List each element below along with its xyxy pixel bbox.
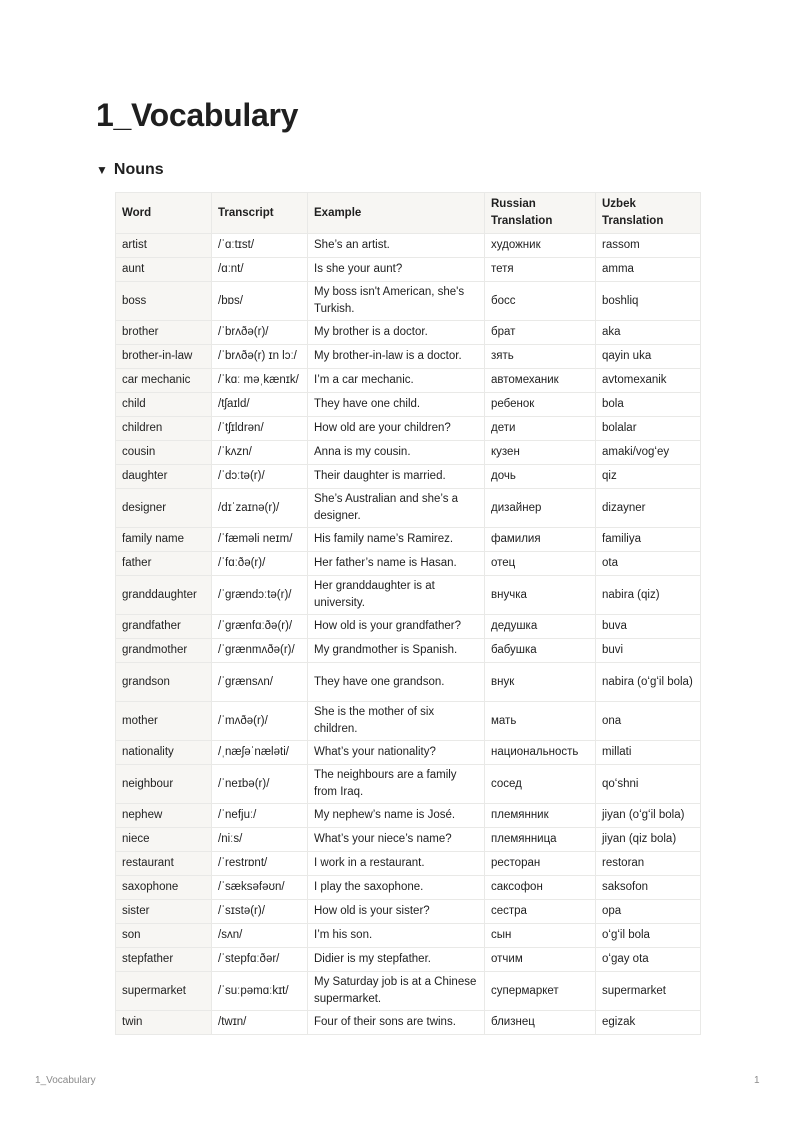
cell-example: How old is your sister? [308, 900, 485, 924]
cell-russian: дедушка [485, 615, 596, 639]
cell-word: father [116, 552, 212, 576]
table-row [116, 441, 701, 465]
footer-document-name: 1_Vocabulary [35, 1075, 96, 1086]
table-row [116, 702, 701, 741]
cell-russian: саксофон [485, 876, 596, 900]
cell-transcript: /ˈmʌðə(r)/ [212, 702, 308, 741]
cell-uzbek: amma [596, 258, 701, 282]
section-toggle-nouns[interactable] [96, 158, 164, 182]
cell-transcript: /ˈkʌzn/ [212, 441, 308, 465]
cell-word: stepfather [116, 948, 212, 972]
cell-transcript: /ˈtʃɪldrən/ [212, 417, 308, 441]
cell-uzbek: nabira (oʻgʻil bola) [596, 663, 701, 702]
cell-example: My boss isn't American, she's Turkish. [308, 282, 485, 321]
cell-word: nationality [116, 741, 212, 765]
cell-example: The neighbours are a family from Iraq. [308, 765, 485, 804]
cell-word: boss [116, 282, 212, 321]
cell-russian: фамилия [485, 528, 596, 552]
table-row [116, 948, 701, 972]
cell-uzbek: qiz [596, 465, 701, 489]
cell-uzbek: bolalar [596, 417, 701, 441]
table-row [116, 741, 701, 765]
cell-uzbek: avtomexanik [596, 369, 701, 393]
cell-transcript: /ˈstepfɑːðər/ [212, 948, 308, 972]
cell-transcript: /sʌn/ [212, 924, 308, 948]
cell-example: Didier is my stepfather. [308, 948, 485, 972]
cell-word: children [116, 417, 212, 441]
footer-page-number: 1 [754, 1075, 760, 1086]
cell-uzbek: saksofon [596, 876, 701, 900]
cell-russian: ресторан [485, 852, 596, 876]
cell-example: They have one child. [308, 393, 485, 417]
cell-example: Her granddaughter is at university. [308, 576, 485, 615]
cell-russian: дети [485, 417, 596, 441]
table-row [116, 321, 701, 345]
table-row [116, 417, 701, 441]
cell-word: supermarket [116, 972, 212, 1011]
cell-example: My grandmother is Spanish. [308, 639, 485, 663]
table-row [116, 1011, 701, 1035]
cell-uzbek: qayin uka [596, 345, 701, 369]
cell-transcript: /ˈgrændɔːtə(r)/ [212, 576, 308, 615]
table-row [116, 369, 701, 393]
cell-word: restaurant [116, 852, 212, 876]
cell-example: Their daughter is married. [308, 465, 485, 489]
cell-uzbek: aka [596, 321, 701, 345]
cell-russian: художник [485, 234, 596, 258]
table-row [116, 576, 701, 615]
cell-word: child [116, 393, 212, 417]
table-row [116, 765, 701, 804]
vocabulary-table [115, 192, 701, 1035]
table-row [116, 828, 701, 852]
cell-example: I work in a restaurant. [308, 852, 485, 876]
cell-russian: сосед [485, 765, 596, 804]
cell-russian: брат [485, 321, 596, 345]
cell-transcript: /twɪn/ [212, 1011, 308, 1035]
cell-transcript: /ˈdɔːtə(r)/ [212, 465, 308, 489]
cell-transcript: /ˈgrænmʌðə(r)/ [212, 639, 308, 663]
cell-uzbek: ota [596, 552, 701, 576]
cell-transcript: /ˈsuːpəmɑːkɪt/ [212, 972, 308, 1011]
cell-example: My brother is a doctor. [308, 321, 485, 345]
cell-transcript: /ˈfɑːðə(r)/ [212, 552, 308, 576]
cell-word: grandmother [116, 639, 212, 663]
table-row [116, 489, 701, 528]
cell-word: saxophone [116, 876, 212, 900]
table-row [116, 282, 701, 321]
cell-transcript: /ˈgrænsʌn/ [212, 663, 308, 702]
cell-word: niece [116, 828, 212, 852]
triangle-down-icon[interactable]: ▼ [96, 163, 108, 177]
cell-example: Four of their sons are twins. [308, 1011, 485, 1035]
cell-uzbek: oʻgay ota [596, 948, 701, 972]
table-row [116, 924, 701, 948]
cell-transcript: /ˈfæməli neɪm/ [212, 528, 308, 552]
cell-word: grandfather [116, 615, 212, 639]
cell-russian: племянник [485, 804, 596, 828]
cell-transcript: /ˈnefjuː/ [212, 804, 308, 828]
cell-uzbek: boshliq [596, 282, 701, 321]
cell-uzbek: oʻgʻil bola [596, 924, 701, 948]
column-header-example: Example [308, 193, 485, 234]
cell-uzbek: nabira (qiz) [596, 576, 701, 615]
cell-russian: автомеханик [485, 369, 596, 393]
table-row [116, 528, 701, 552]
cell-russian: бабушка [485, 639, 596, 663]
table-row [116, 663, 701, 702]
cell-word: daughter [116, 465, 212, 489]
table-row [116, 639, 701, 663]
cell-uzbek: ona [596, 702, 701, 741]
cell-word: designer [116, 489, 212, 528]
section-heading-label: Nouns [113, 161, 164, 178]
cell-russian: национальность [485, 741, 596, 765]
cell-uzbek: restoran [596, 852, 701, 876]
cell-transcript: /ˈɑːtɪst/ [212, 234, 308, 258]
cell-russian: ребенок [485, 393, 596, 417]
table-row [116, 234, 701, 258]
cell-word: sister [116, 900, 212, 924]
cell-word: cousin [116, 441, 212, 465]
cell-uzbek: egizak [596, 1011, 701, 1035]
cell-uzbek: familiya [596, 528, 701, 552]
table-row [116, 552, 701, 576]
cell-uzbek: rassom [596, 234, 701, 258]
cell-russian: дизайнер [485, 489, 596, 528]
table-row [116, 900, 701, 924]
page-title: 1_Vocabulary [96, 97, 299, 133]
cell-uzbek: jiyan (oʻgʻil bola) [596, 804, 701, 828]
cell-example: How old are your children? [308, 417, 485, 441]
cell-example: How old is your grandfather? [308, 615, 485, 639]
table-header-row [116, 193, 701, 234]
cell-russian: сын [485, 924, 596, 948]
cell-russian: тетя [485, 258, 596, 282]
table-row [116, 972, 701, 1011]
cell-russian: кузен [485, 441, 596, 465]
cell-transcript: /niːs/ [212, 828, 308, 852]
cell-transcript: /ˈkɑː məˌkænɪk/ [212, 369, 308, 393]
cell-transcript: /ɑːnt/ [212, 258, 308, 282]
cell-word: brother-in-law [116, 345, 212, 369]
cell-example: Anna is my cousin. [308, 441, 485, 465]
cell-transcript: /ˌnæʃəˈnæləti/ [212, 741, 308, 765]
cell-example: She’s an artist. [308, 234, 485, 258]
column-header-word: Word [116, 193, 212, 234]
cell-word: nephew [116, 804, 212, 828]
cell-russian: супермаркет [485, 972, 596, 1011]
cell-example: I’m a car mechanic. [308, 369, 485, 393]
cell-word: family name [116, 528, 212, 552]
cell-example: My brother-in-law is a doctor. [308, 345, 485, 369]
cell-example: My nephew’s name is José. [308, 804, 485, 828]
cell-uzbek: opa [596, 900, 701, 924]
cell-example: I’m his son. [308, 924, 485, 948]
table-row [116, 465, 701, 489]
cell-transcript: /dɪˈzaɪnə(r)/ [212, 489, 308, 528]
table-row [116, 393, 701, 417]
table-row [116, 615, 701, 639]
cell-transcript: /tʃaɪld/ [212, 393, 308, 417]
cell-example: His family name’s Ramirez. [308, 528, 485, 552]
cell-russian: зять [485, 345, 596, 369]
cell-transcript: /ˈsɪstə(r)/ [212, 900, 308, 924]
table-row [116, 804, 701, 828]
table-row [116, 852, 701, 876]
cell-transcript: /ˈgrænfɑːðə(r)/ [212, 615, 308, 639]
cell-word: mother [116, 702, 212, 741]
table-row [116, 876, 701, 900]
cell-uzbek: dizayner [596, 489, 701, 528]
table-body [116, 234, 701, 1035]
cell-russian: сестра [485, 900, 596, 924]
cell-transcript: /ˈbrʌðə(r)/ [212, 321, 308, 345]
cell-russian: мать [485, 702, 596, 741]
cell-uzbek: millati [596, 741, 701, 765]
cell-word: neighbour [116, 765, 212, 804]
cell-transcript: /ˈrestrɒnt/ [212, 852, 308, 876]
cell-word: grandson [116, 663, 212, 702]
cell-transcript: /ˈbrʌðə(r) ɪn lɔː/ [212, 345, 308, 369]
cell-transcript: /ˈneɪbə(r)/ [212, 765, 308, 804]
cell-example: My Saturday job is at a Chinese supermarket. [308, 972, 485, 1011]
cell-uzbek: amaki/vogʻey [596, 441, 701, 465]
cell-example: What’s your nationality? [308, 741, 485, 765]
cell-word: son [116, 924, 212, 948]
cell-russian: босс [485, 282, 596, 321]
cell-uzbek: bola [596, 393, 701, 417]
cell-example: They have one grandson. [308, 663, 485, 702]
column-header-russian: Russian Translation [485, 193, 596, 234]
cell-example: She’s Australian and she’s a designer. [308, 489, 485, 528]
cell-russian: отец [485, 552, 596, 576]
cell-uzbek: jiyan (qiz bola) [596, 828, 701, 852]
cell-uzbek: supermarket [596, 972, 701, 1011]
cell-example: What’s your niece’s name? [308, 828, 485, 852]
cell-example: She is the mother of six children. [308, 702, 485, 741]
column-header-uzbek: Uzbek Translation [596, 193, 701, 234]
cell-example: Her father’s name is Hasan. [308, 552, 485, 576]
cell-russian: близнец [485, 1011, 596, 1035]
cell-russian: племянница [485, 828, 596, 852]
cell-word: car mechanic [116, 369, 212, 393]
cell-word: brother [116, 321, 212, 345]
table-row [116, 345, 701, 369]
cell-word: artist [116, 234, 212, 258]
cell-word: twin [116, 1011, 212, 1035]
cell-russian: отчим [485, 948, 596, 972]
cell-transcript: /bɒs/ [212, 282, 308, 321]
column-header-transcript: Transcript [212, 193, 308, 234]
cell-russian: внук [485, 663, 596, 702]
cell-word: aunt [116, 258, 212, 282]
table-row [116, 258, 701, 282]
cell-uzbek: buva [596, 615, 701, 639]
cell-russian: дочь [485, 465, 596, 489]
cell-uzbek: buvi [596, 639, 701, 663]
cell-word: granddaughter [116, 576, 212, 615]
cell-example: I play the saxophone. [308, 876, 485, 900]
cell-uzbek: qoʻshni [596, 765, 701, 804]
cell-example: Is she your aunt? [308, 258, 485, 282]
cell-russian: внучка [485, 576, 596, 615]
cell-transcript: /ˈsæksəfəʊn/ [212, 876, 308, 900]
